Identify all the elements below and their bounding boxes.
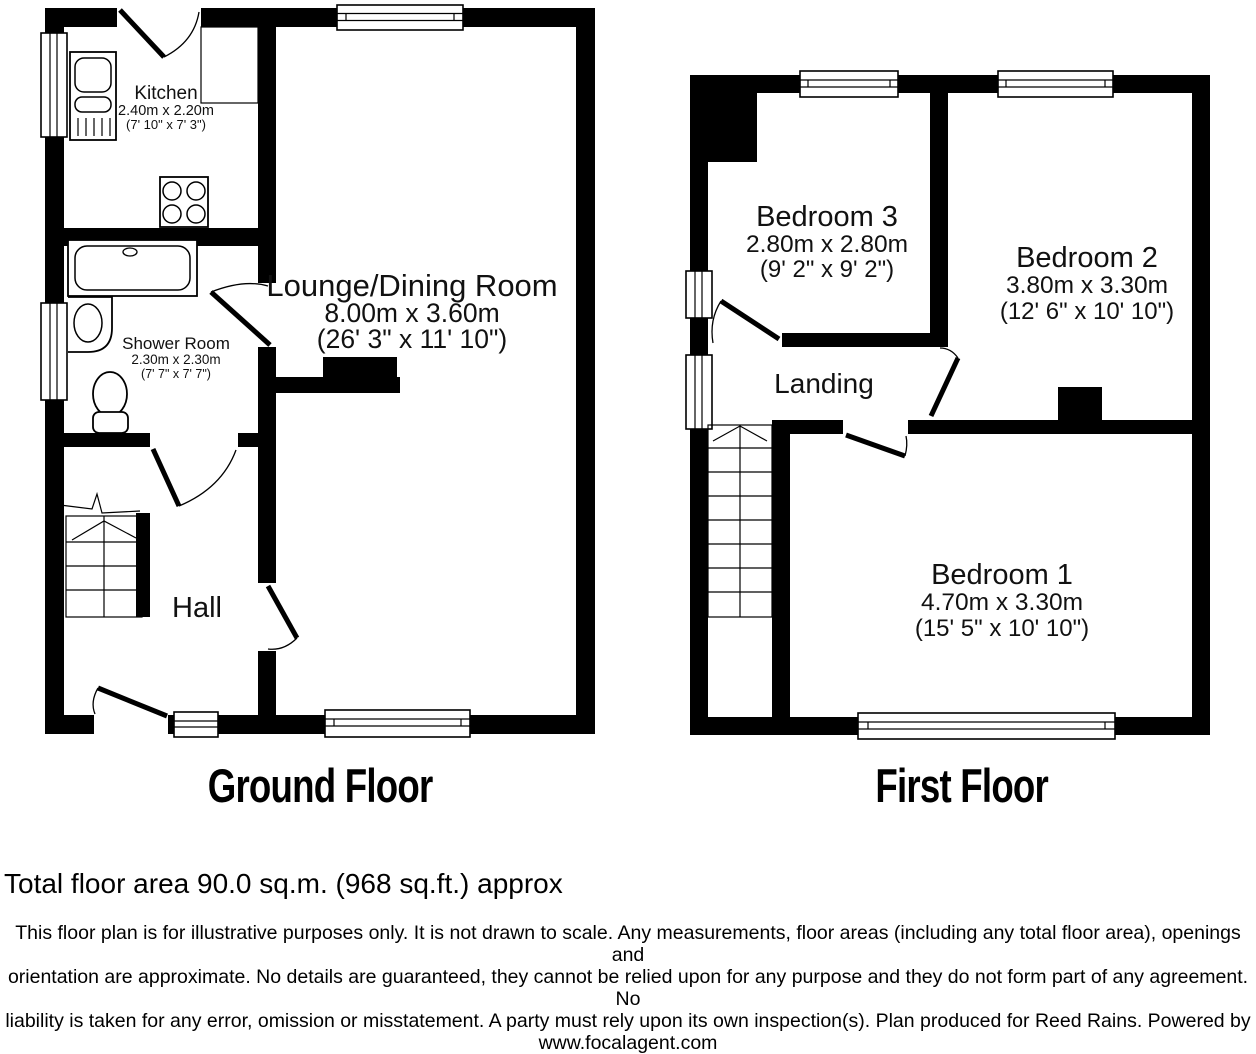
room-label-kitchen: Kitchen <box>134 83 198 104</box>
window-icon <box>686 355 712 429</box>
disclaimer-line: This floor plan is for illustrative purposes only. It is not drawn to scale. Any measurements, floor areas (including any total floor area), openings and <box>15 922 1241 966</box>
room-dims-bedroom2-ft: (12' 6" x 10' 10") <box>999 298 1175 325</box>
kitchen-sink-icon <box>70 52 116 140</box>
ground-floor-title: Ground Floor <box>207 759 433 812</box>
chimney-breast <box>1058 387 1102 420</box>
bedroom1-door-icon <box>846 435 907 456</box>
bedroom2-door-icon <box>931 348 958 416</box>
hob-icon <box>160 177 208 227</box>
window-icon <box>337 5 463 30</box>
room-label-shower-room: Shower Room <box>122 334 230 353</box>
ground-floor-plan <box>41 5 595 737</box>
window-icon <box>174 712 218 737</box>
shower-room-door-icon <box>153 449 236 506</box>
window-icon <box>41 303 67 400</box>
bath-icon <box>68 240 197 296</box>
front-door-icon <box>93 688 167 716</box>
basin-icon <box>68 297 112 352</box>
stairs-icon <box>708 425 772 617</box>
first-floor-title: First Floor <box>875 759 1049 812</box>
room-dims-bedroom2-m: 3.80m x 3.30m <box>1005 272 1169 299</box>
bedroom3-door-icon <box>712 301 779 343</box>
window-icon <box>41 33 67 137</box>
room-dims-bedroom3-ft: (9' 2" x 9' 2") <box>759 256 895 283</box>
room-dims-shower-m: 2.30m x 2.30m <box>131 352 221 367</box>
window-icon <box>800 71 898 97</box>
room-dims-lounge-ft: (26' 3" x 11' 10") <box>316 324 508 354</box>
room-dims-lounge-m: 8.00m x 3.60m <box>324 298 500 328</box>
disclaimer-line: orientation are approximate. No details are guaranteed, they cannot be relied upon for any purpose and they do not form part of any agreement. No <box>7 966 1249 1010</box>
room-dims-shower-ft: (7' 7" x 7' 7") <box>141 367 211 381</box>
room-label-bedroom3: Bedroom 3 <box>756 201 898 233</box>
total-floor-area: Total floor area 90.0 sq.m. (968 sq.ft.) approx <box>4 868 563 899</box>
stairs-icon <box>60 494 142 617</box>
disclaimer-line website-line: www.focalagent.com <box>538 1032 718 1054</box>
room-label-landing: Landing <box>774 368 874 399</box>
room-label-lounge: Lounge/Dining Room <box>266 268 558 303</box>
kitchen-counter-icon <box>201 27 258 103</box>
room-dims-kitchen-m: 2.40m x 2.20m <box>118 103 214 119</box>
window-icon <box>686 271 712 318</box>
room-dims-bedroom1-m: 4.70m x 3.30m <box>920 589 1084 616</box>
window-icon <box>325 710 470 737</box>
room-dims-kitchen-ft: (7' 10" x 7' 3") <box>126 117 206 132</box>
room-dims-bedroom1-ft: (15' 5" x 10' 10") <box>914 615 1090 642</box>
toilet-icon <box>93 372 128 433</box>
room-label-bedroom2: Bedroom 2 <box>1016 242 1158 274</box>
room-label-bedroom1: Bedroom 1 <box>931 559 1073 591</box>
chimney-breast <box>323 357 397 378</box>
ground-floor-labels <box>118 83 558 624</box>
disclaimer-text <box>0 922 1256 1054</box>
window-icon <box>858 713 1115 739</box>
floor-titles <box>0 758 1256 810</box>
room-label-hall: Hall <box>172 592 222 624</box>
disclaimer-line: liability is taken for any error, omission or misstatement. A party must rely upon its own inspection(s). Plan produced for Reed Rains. Powered by <box>5 1010 1251 1032</box>
room-dims-bedroom3-m: 2.80m x 2.80m <box>745 231 909 258</box>
first-floor-plan <box>686 71 1210 739</box>
window-icon <box>998 71 1113 97</box>
